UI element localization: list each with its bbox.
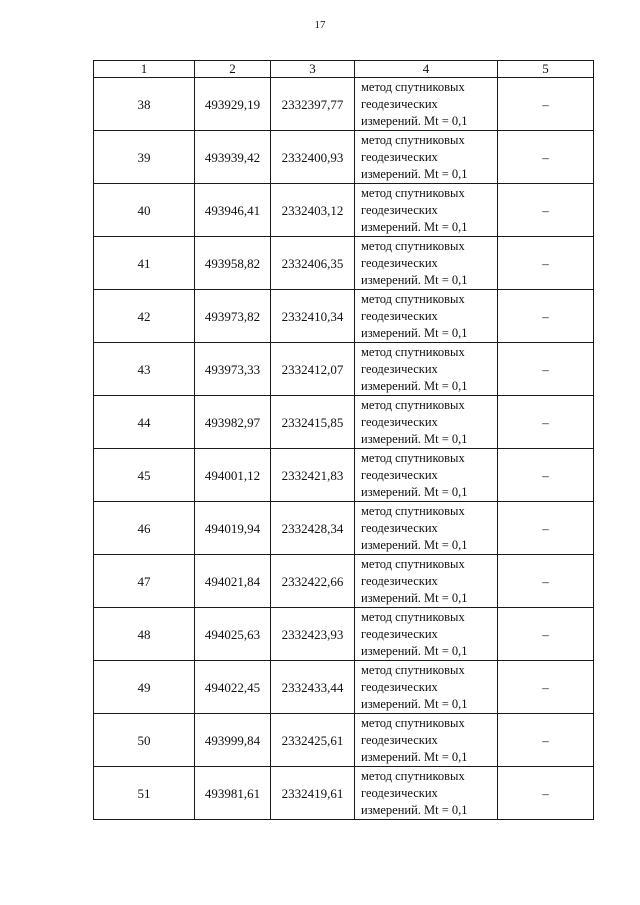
- y-coordinate-cell: 2332425,61: [271, 714, 355, 767]
- table-row: [94, 343, 594, 396]
- y-coordinate-cell: 2332415,85: [271, 396, 355, 449]
- header-col-4: 4: [355, 61, 498, 78]
- y-coordinate-cell: 2332403,12: [271, 184, 355, 237]
- x-coordinate-cell: 493981,61: [195, 767, 271, 820]
- method-cell: метод спутниковых геодезических измерений. Mt = 0,1: [355, 767, 498, 820]
- method-cell: метод спутниковых геодезических измерений. Mt = 0,1: [355, 237, 498, 290]
- header-col-5: 5: [498, 61, 594, 78]
- y-coordinate-cell: 2332422,66: [271, 555, 355, 608]
- y-coordinate-cell: 2332412,07: [271, 343, 355, 396]
- point-number-cell: 48: [94, 608, 195, 661]
- method-cell: метод спутниковых геодезических измерений. Mt = 0,1: [355, 131, 498, 184]
- table-row: [94, 502, 594, 555]
- method-cell: метод спутниковых геодезических измерений. Mt = 0,1: [355, 396, 498, 449]
- column-5-cell: –: [498, 396, 594, 449]
- y-coordinate-cell: 2332400,93: [271, 131, 355, 184]
- table-row: [94, 78, 594, 131]
- table-row: [94, 555, 594, 608]
- point-number-cell: 43: [94, 343, 195, 396]
- point-number-cell: 51: [94, 767, 195, 820]
- header-col-1: 1: [94, 61, 195, 78]
- column-5-cell: –: [498, 714, 594, 767]
- y-coordinate-cell: 2332421,83: [271, 449, 355, 502]
- method-cell: метод спутниковых геодезических измерений. Mt = 0,1: [355, 184, 498, 237]
- column-5-cell: –: [498, 767, 594, 820]
- point-number-cell: 45: [94, 449, 195, 502]
- table-row: [94, 184, 594, 237]
- point-number-cell: 41: [94, 237, 195, 290]
- table-row: [94, 608, 594, 661]
- x-coordinate-cell: 494001,12: [195, 449, 271, 502]
- x-coordinate-cell: 493939,42: [195, 131, 271, 184]
- point-number-cell: 39: [94, 131, 195, 184]
- table-body: [94, 78, 594, 820]
- table-header: [94, 61, 594, 78]
- column-5-cell: –: [498, 343, 594, 396]
- point-number-cell: 42: [94, 290, 195, 343]
- x-coordinate-cell: 493973,33: [195, 343, 271, 396]
- y-coordinate-cell: 2332423,93: [271, 608, 355, 661]
- method-cell: метод спутниковых геодезических измерений. Mt = 0,1: [355, 608, 498, 661]
- point-number-cell: 38: [94, 78, 195, 131]
- method-cell: метод спутниковых геодезических измерений. Mt = 0,1: [355, 343, 498, 396]
- y-coordinate-cell: 2332410,34: [271, 290, 355, 343]
- column-5-cell: –: [498, 502, 594, 555]
- y-coordinate-cell: 2332428,34: [271, 502, 355, 555]
- x-coordinate-cell: 494022,45: [195, 661, 271, 714]
- y-coordinate-cell: 2332433,44: [271, 661, 355, 714]
- method-cell: метод спутниковых геодезических измерений. Mt = 0,1: [355, 661, 498, 714]
- x-coordinate-cell: 493982,97: [195, 396, 271, 449]
- x-coordinate-cell: 493973,82: [195, 290, 271, 343]
- column-5-cell: –: [498, 555, 594, 608]
- method-cell: метод спутниковых геодезических измерений. Mt = 0,1: [355, 78, 498, 131]
- method-cell: метод спутниковых геодезических измерений. Mt = 0,1: [355, 555, 498, 608]
- point-number-cell: 49: [94, 661, 195, 714]
- point-number-cell: 44: [94, 396, 195, 449]
- x-coordinate-cell: 493946,41: [195, 184, 271, 237]
- header-col-3: 3: [271, 61, 355, 78]
- column-5-cell: –: [498, 131, 594, 184]
- table-row: [94, 661, 594, 714]
- coordinates-table: [93, 60, 594, 820]
- method-cell: метод спутниковых геодезических измерений. Mt = 0,1: [355, 449, 498, 502]
- column-5-cell: –: [498, 290, 594, 343]
- method-cell: метод спутниковых геодезических измерений. Mt = 0,1: [355, 290, 498, 343]
- header-col-2: 2: [195, 61, 271, 78]
- y-coordinate-cell: 2332397,77: [271, 78, 355, 131]
- table-row: [94, 290, 594, 343]
- table-row: [94, 714, 594, 767]
- x-coordinate-cell: 493929,19: [195, 78, 271, 131]
- column-5-cell: –: [498, 237, 594, 290]
- table-row: [94, 396, 594, 449]
- x-coordinate-cell: 494019,94: [195, 502, 271, 555]
- table-row: [94, 767, 594, 820]
- header-row: [94, 61, 594, 78]
- column-5-cell: –: [498, 661, 594, 714]
- table-row: [94, 237, 594, 290]
- y-coordinate-cell: 2332406,35: [271, 237, 355, 290]
- point-number-cell: 50: [94, 714, 195, 767]
- table-row: [94, 131, 594, 184]
- point-number-cell: 47: [94, 555, 195, 608]
- page-number: 17: [314, 19, 326, 31]
- column-5-cell: –: [498, 78, 594, 131]
- method-cell: метод спутниковых геодезических измерений. Mt = 0,1: [355, 714, 498, 767]
- column-5-cell: –: [498, 449, 594, 502]
- column-5-cell: –: [498, 608, 594, 661]
- column-5-cell: –: [498, 184, 594, 237]
- point-number-cell: 46: [94, 502, 195, 555]
- table-row: [94, 449, 594, 502]
- x-coordinate-cell: 493958,82: [195, 237, 271, 290]
- x-coordinate-cell: 493999,84: [195, 714, 271, 767]
- y-coordinate-cell: 2332419,61: [271, 767, 355, 820]
- x-coordinate-cell: 494025,63: [195, 608, 271, 661]
- method-cell: метод спутниковых геодезических измерений. Mt = 0,1: [355, 502, 498, 555]
- point-number-cell: 40: [94, 184, 195, 237]
- x-coordinate-cell: 494021,84: [195, 555, 271, 608]
